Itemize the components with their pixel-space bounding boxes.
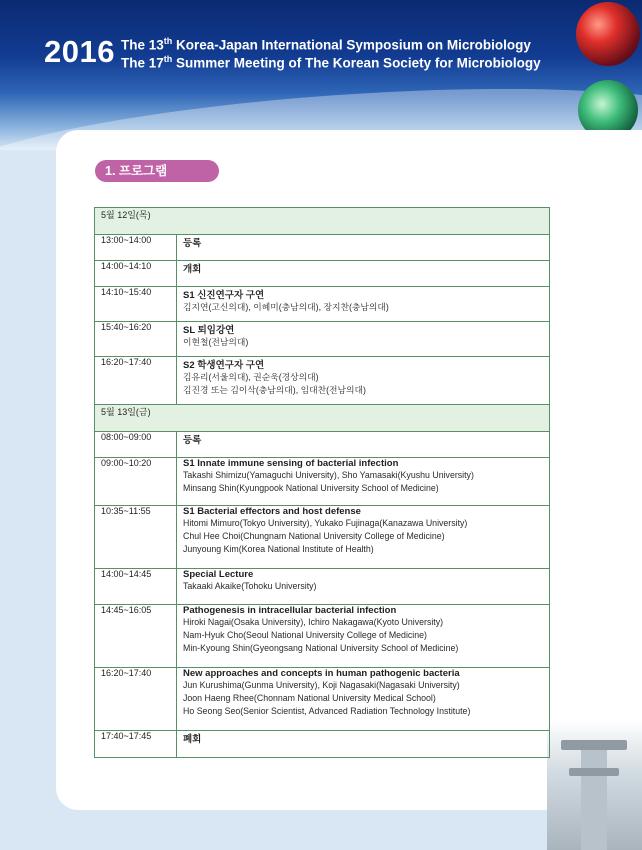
red-bacteria-image (576, 2, 640, 66)
session-time: 16:20~17:40 (95, 668, 177, 731)
session-speakers: Jun Kurushima(Gunma University), Koji Nagasaki(Nagasaki University) (183, 680, 460, 690)
day-header-row (95, 208, 550, 235)
pagoda-image (547, 720, 642, 850)
day-label: 5월 13일(금) (95, 405, 550, 432)
schedule-row (95, 432, 550, 458)
session-content (177, 287, 550, 322)
session-title: New approaches and concepts in human pathogenic bacteria (183, 668, 460, 679)
session-content (177, 322, 550, 357)
event-title-line-2: The 17th Summer Meeting of The Korean Society for Microbiology (121, 54, 541, 71)
schedule-row (95, 322, 550, 357)
session-speakers: Hitomi Mimuro(Tokyo University), Yukako Fujinaga(Kanazawa University) (183, 518, 468, 528)
session-time: 15:40~16:20 (95, 322, 177, 357)
event-title-line-1: The 13th Korea-Japan International Symposium on Microbiology (121, 36, 531, 53)
session-time: 09:00~10:20 (95, 458, 177, 506)
session-time: 10:35~11:55 (95, 506, 177, 569)
session-title: Special Lecture (183, 569, 254, 580)
session-speakers: 김유리(서울의대), 권순욱(경상의대) (183, 372, 319, 382)
session-time: 14:45~16:05 (95, 605, 177, 668)
schedule-row (95, 235, 550, 261)
header-banner (0, 0, 642, 150)
schedule-row (95, 458, 550, 506)
session-content (177, 458, 550, 506)
schedule-row (95, 287, 550, 322)
day-header-row (95, 405, 550, 432)
session-speakers: Min-Kyoung Shin(Gyeongsang National University School of Medicine) (183, 643, 459, 653)
session-content (177, 506, 550, 569)
session-title: S1 신진연구자 구연 (183, 290, 265, 301)
session-content (177, 569, 550, 605)
schedule-row (95, 731, 550, 758)
session-title: S1 Bacterial effectors and host defense (183, 506, 361, 517)
session-title: S2 학생연구자 구연 (183, 360, 265, 371)
session-title: 폐회 (183, 734, 202, 745)
session-content (177, 357, 550, 405)
session-title: 개회 (183, 264, 202, 275)
session-speakers: 이현철(전남의대) (183, 337, 249, 347)
session-speakers: 김진경 또는 김이삭(충남의대), 임대찬(전남의대) (183, 385, 366, 395)
session-title: SL 퇴임강연 (183, 325, 235, 336)
session-time: 08:00~09:00 (95, 432, 177, 458)
session-speakers: 김지연(고신의대), 이혜미(충남의대), 장지찬(충남의대) (183, 302, 389, 312)
program-table (94, 207, 550, 758)
session-speakers: Junyoung Kim(Korea National Institute of Health) (183, 544, 374, 554)
session-title: 등록 (183, 435, 202, 446)
section-title: 1. 프로그램 (95, 160, 219, 182)
session-content (177, 668, 550, 731)
session-speakers: Minsang Shin(Kyungpook National University School of Medicine) (183, 483, 439, 493)
session-speakers: Takashi Shimizu(Yamaguchi University), Sho Yamasaki(Kyushu University) (183, 470, 474, 480)
session-time: 14:00~14:10 (95, 261, 177, 287)
day-label: 5월 12일(목) (95, 208, 550, 235)
schedule-row (95, 668, 550, 731)
session-title: S1 Innate immune sensing of bacterial infection (183, 458, 399, 469)
session-speakers: Takaaki Akaike(Tohoku University) (183, 581, 317, 591)
session-time: 13:00~14:00 (95, 235, 177, 261)
session-speakers: Chul Hee Choi(Chungnam National University College of Medicine) (183, 531, 445, 541)
schedule-row (95, 605, 550, 668)
session-content (177, 235, 550, 261)
session-time: 14:00~14:45 (95, 569, 177, 605)
event-year: 2016 (44, 34, 115, 69)
session-content (177, 261, 550, 287)
session-time: 17:40~17:45 (95, 731, 177, 758)
schedule-row (95, 261, 550, 287)
schedule-row (95, 506, 550, 569)
session-speakers: Ho Seong Seo(Senior Scientist, Advanced Radiation Technology Institute) (183, 706, 471, 716)
session-speakers: Nam-Hyuk Cho(Seoul National University College of Medicine) (183, 630, 427, 640)
session-speakers: Joon Haeng Rhee(Chonnam National University Medical School) (183, 693, 436, 703)
schedule-row (95, 357, 550, 405)
session-content (177, 605, 550, 668)
schedule-row (95, 569, 550, 605)
session-title: 등록 (183, 238, 202, 249)
session-speakers: Hiroki Nagai(Osaka University), Ichiro Nakagawa(Kyoto University) (183, 617, 444, 627)
session-time: 16:20~17:40 (95, 357, 177, 405)
session-content (177, 432, 550, 458)
session-content (177, 731, 550, 758)
session-title: Pathogenesis in intracellular bacterial infection (183, 605, 397, 616)
session-time: 14:10~15:40 (95, 287, 177, 322)
